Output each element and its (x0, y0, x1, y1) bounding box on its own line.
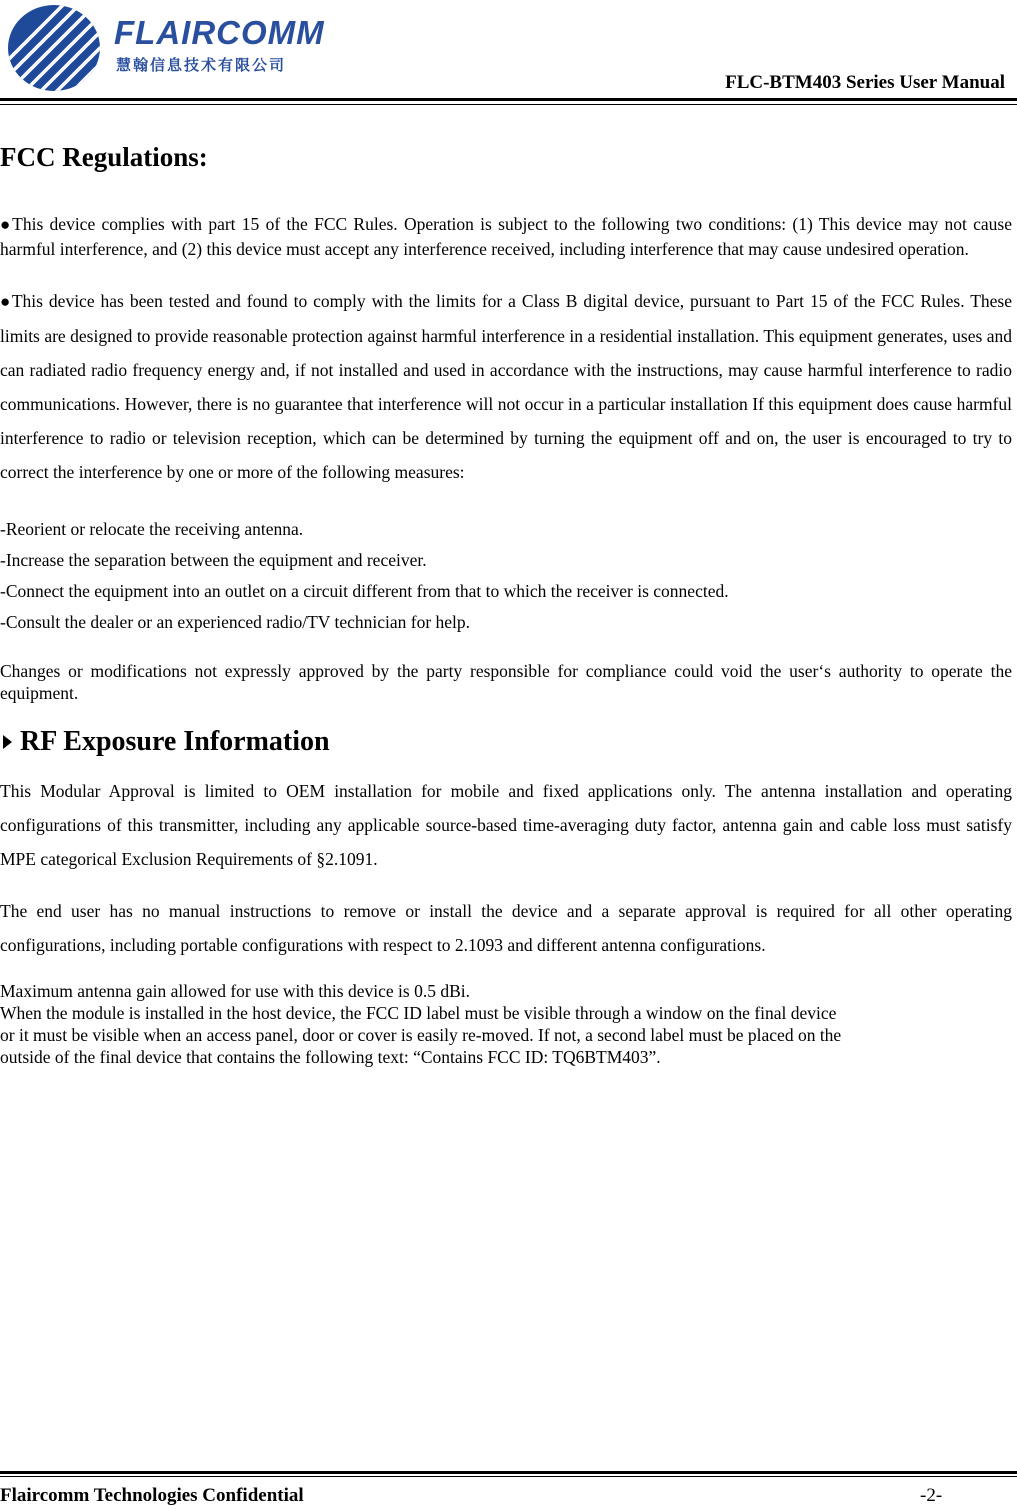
arrow-right-icon (0, 733, 14, 751)
logo-subtitle: 慧翰信息技术有限公司 (116, 56, 287, 74)
fcc-paragraph-1-text: This device complies with part 15 of the FCC Rules. Operation is subject to the following two conditions: (1) This device may not cause harmful interference, and (2) this device must accept any interference received, including interference that may cause undesired operation. (0, 214, 1012, 259)
rf-exposure-title: RF Exposure Information (20, 726, 330, 757)
measure-item: -Consult the dealer or an experienced radio/TV technician for help. (0, 612, 471, 632)
footer-rule-thin (0, 1476, 1017, 1477)
bullet-icon: ● (0, 215, 13, 234)
measure-item: -Increase the separation between the equipment and receiver. (0, 550, 427, 570)
fcc-paragraph-1 (0, 212, 1012, 261)
header-rule-thin (0, 104, 1017, 105)
header-rule-thick (0, 98, 1017, 101)
rf-paragraph-2: The end user has no manual instructions to remove or install the device and a separate approval is required for all other operating configurations, including portable configurations with respect to 2.1093 and different antenna configurations. (0, 901, 1012, 955)
page-header (0, 0, 1017, 108)
manual-title: FLC-BTM403 Series User Manual (725, 72, 1005, 93)
flaircomm-logo-icon (6, 2, 102, 94)
measures-list (0, 514, 1012, 638)
rf-paragraph-4-line: When the module is installed in the host device, the FCC ID label must be visible through a window on the final device (0, 1003, 837, 1023)
footer-confidential: Flaircomm Technologies Confidential (0, 1485, 304, 1506)
company-logo (6, 2, 326, 94)
rf-paragraph-3: Maximum antenna gain allowed for use with this device is 0.5 dBi. (0, 981, 470, 1001)
page-number: -2- (920, 1485, 943, 1506)
rf-exposure-heading (0, 724, 1012, 760)
changes-paragraph: Changes or modifications not expressly approved by the party responsible for compliance could void the user‘s authority to operate the equipment. (0, 661, 1012, 703)
rf-paragraph-4-line: or it must be visible when an access panel, door or cover is easily re-moved. If not, a second label must be placed on the (0, 1025, 842, 1045)
fcc-title: FCC Regulations: (0, 142, 208, 172)
bullet-icon: ● (0, 292, 12, 311)
fcc-paragraph-2-text: This device has been tested and found to comply with the limits for a Class B digital device, pursuant to Part 15 of the FCC Rules. These limits are designed to provide reasonable protection against harmful interference in a residential installation. This equipment generates, uses and can radiated radio frequency energy and, if not installed and used in accordance with the instructions, may cause harmful interference to radio communications. However, there is no guarantee that interference will not occur in a particular installation If this equipment does cause harmful interference to radio or television reception, which can be determined by turning the equipment off and on, the user is encouraged to try to correct the interference by one or more of the following measures: (0, 291, 1012, 482)
page-content (0, 140, 1012, 1068)
rf-paragraph-4-line: outside of the final device that contains the following text: “Contains FCC ID: TQ6BTM403”. (0, 1047, 661, 1067)
logo-name: FLAIRCOMM (114, 14, 325, 51)
fcc-paragraph-2 (0, 284, 1012, 489)
measure-item: -Connect the equipment into an outlet on a circuit different from that to which the receiver is connected. (0, 581, 729, 601)
footer-rule-thick (0, 1471, 1017, 1474)
measure-item: -Reorient or relocate the receiving antenna. (0, 519, 304, 539)
rf-paragraph-1: This Modular Approval is limited to OEM installation for mobile and fixed applications only. The antenna installation and operating configurations of this transmitter, including any applicable source-based time-averaging duty factor, antenna gain and cable loss must satisfy MPE categorical Exclusion Requirements of §2.1091. (0, 781, 1012, 869)
rf-paragraph-4 (0, 1002, 1012, 1068)
